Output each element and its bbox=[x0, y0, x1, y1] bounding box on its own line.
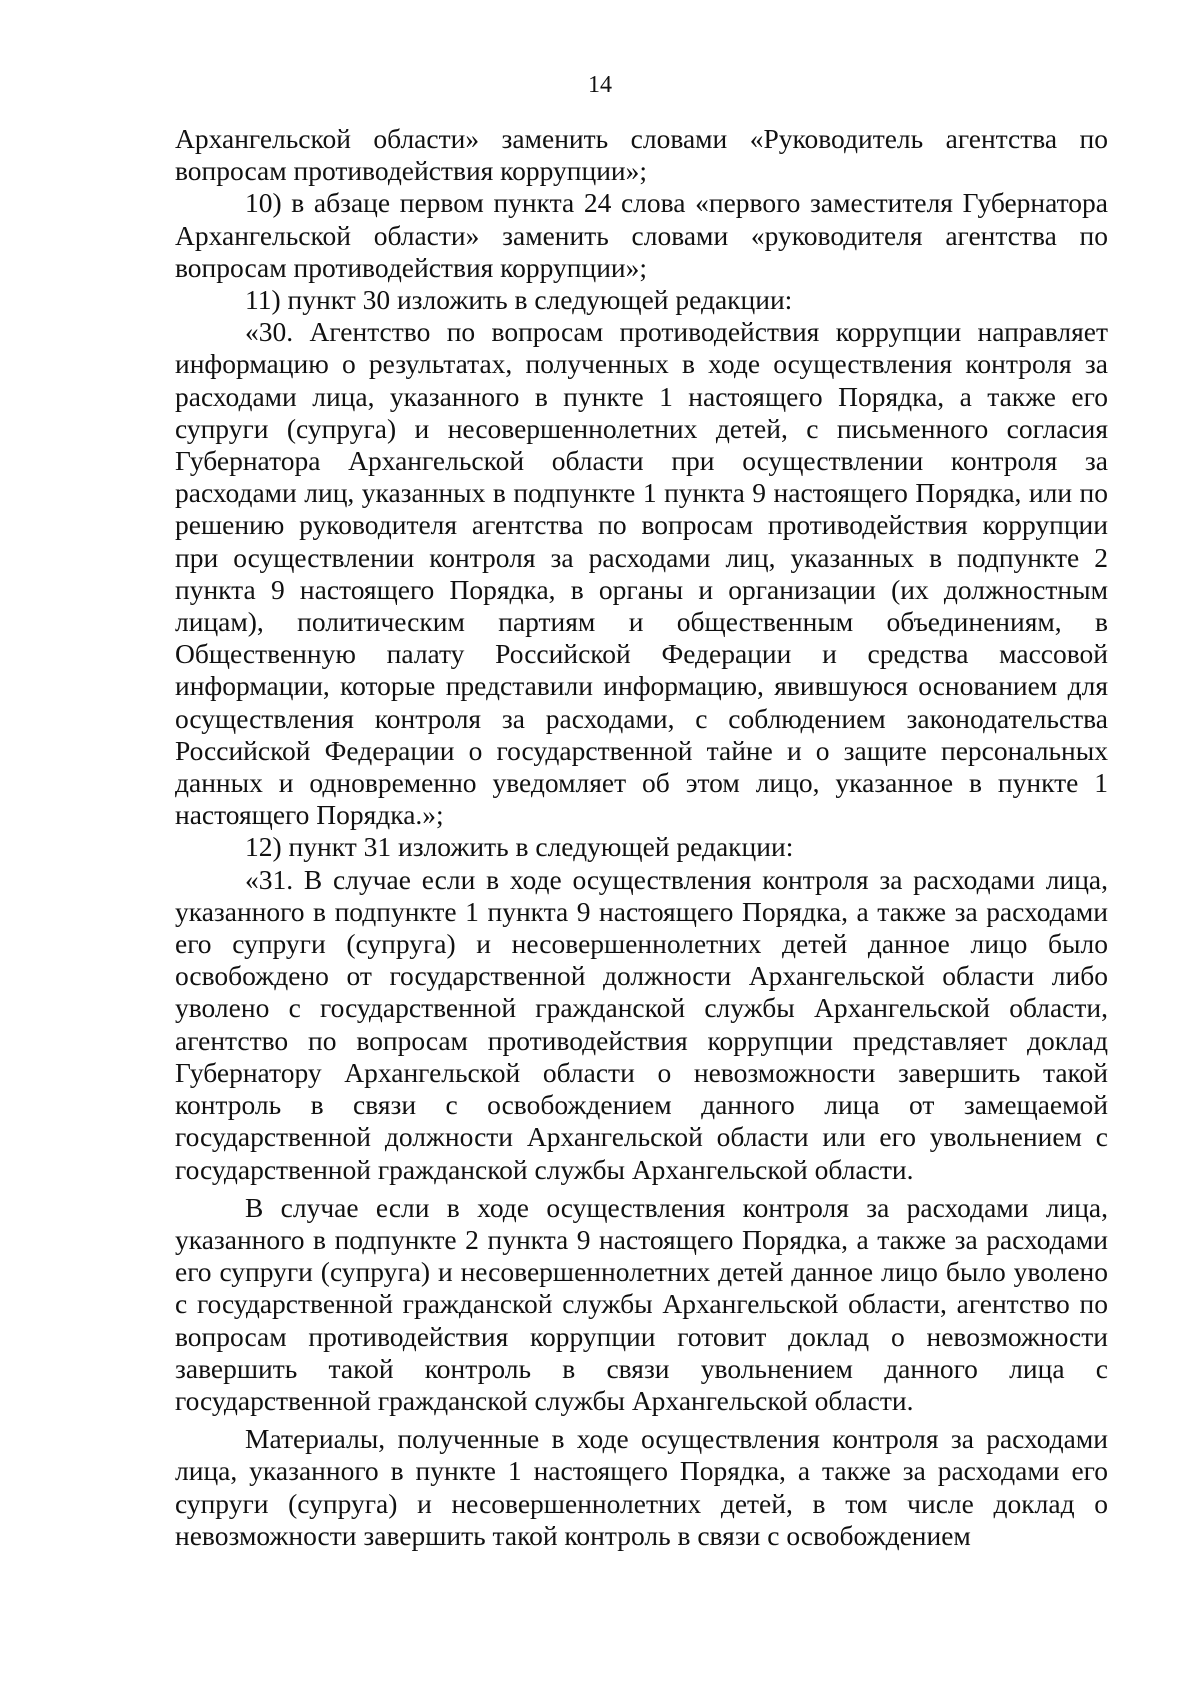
page-number: 14 bbox=[588, 72, 612, 98]
paragraph: В случае если в ходе осуществления контроля за расходами лица, указанного в подпункте 2 пункта 9 настоящего Порядка, а также за расходами его супруги (супруга) и несовершеннолетних детей данное лицо было уволено с государственной гражданской службы Архангельской области, агентство по вопросам противодействия коррупции готовит доклад о невозможности завершить такой контроль в связи увольнением данного лица с государственной гражданской службы Архангельской области. bbox=[175, 1191, 1108, 1416]
paragraph: Материалы, полученные в ходе осуществления контроля за расходами лица, указанного в пункте 1 настоящего Порядка, а также за расходами его супруги (супруга) и несовершеннолетних детей, в том числе доклад о невозможности завершить такой контроль в связи с освобождением bbox=[175, 1423, 1108, 1551]
paragraph: «30. Агентство по вопросам противодействия коррупции направляет информацию о результатах, полученных в ходе осуществления контроля за расходами лица, указанного в пункте 1 настоящего Порядка, а также его супруги (супруга) и несовершеннолетних детей, с письменного согласия Губернатора Архангельской области при осуществлении контроля за расходами лиц, указанных в подпункте 1 пункта 9 настоящего Порядка, или по решению руководителя агентства по вопросам противодействия коррупции при осуществлении контроля за расходами лиц, указанных в подпункте 2 пункта 9 настоящего Порядка, в органы и организации (их должностным лицам), политическим партиям и общественным объединениям, в Общественную палату Российской Федерации и средства массовой информации, которые представили информацию, явившуюся основанием для осуществления контроля за расходами, с соблюдением законодательства Российской Федерации о государственной тайне и о защите персональных данных и одновременно уведомляет об этом лицо, указанное в пункте 1 настоящего Порядка.»; bbox=[175, 316, 1108, 831]
paragraph: Архангельской области» заменить словами «Руководитель агентства по вопросам противодействия коррупции»; bbox=[175, 123, 1108, 187]
paragraph: 11) пункт 30 изложить в следующей редакции: bbox=[245, 284, 793, 316]
paragraph: «31. В случае если в ходе осуществления контроля за расходами лица, указанного в подпункте 1 пункта 9 настоящего Порядка, а также за расходами его супруги (супруга) и несовершеннолетних детей данное лицо было освобождено от государственной должности Архангельской области либо уволено с государственной гражданской службы Архангельской области, агентство по вопросам противодействия коррупции представляет доклад Губернатору Архангельской области о невозможности завершить такой контроль в связи с освобождением данного лица от замещаемой государственной должности Архангельской области или его увольнением с государственной гражданской службы Архангельской области. bbox=[175, 863, 1108, 1185]
paragraph: 12) пункт 31 изложить в следующей редакции: bbox=[245, 831, 794, 863]
document-body bbox=[175, 123, 1108, 1552]
paragraph: 10) в абзаце первом пункта 24 слова «первого заместителя Губернатора Архангельской области» заменить словами «руководителя агентства по вопросам противодействия коррупции»; bbox=[175, 187, 1108, 283]
